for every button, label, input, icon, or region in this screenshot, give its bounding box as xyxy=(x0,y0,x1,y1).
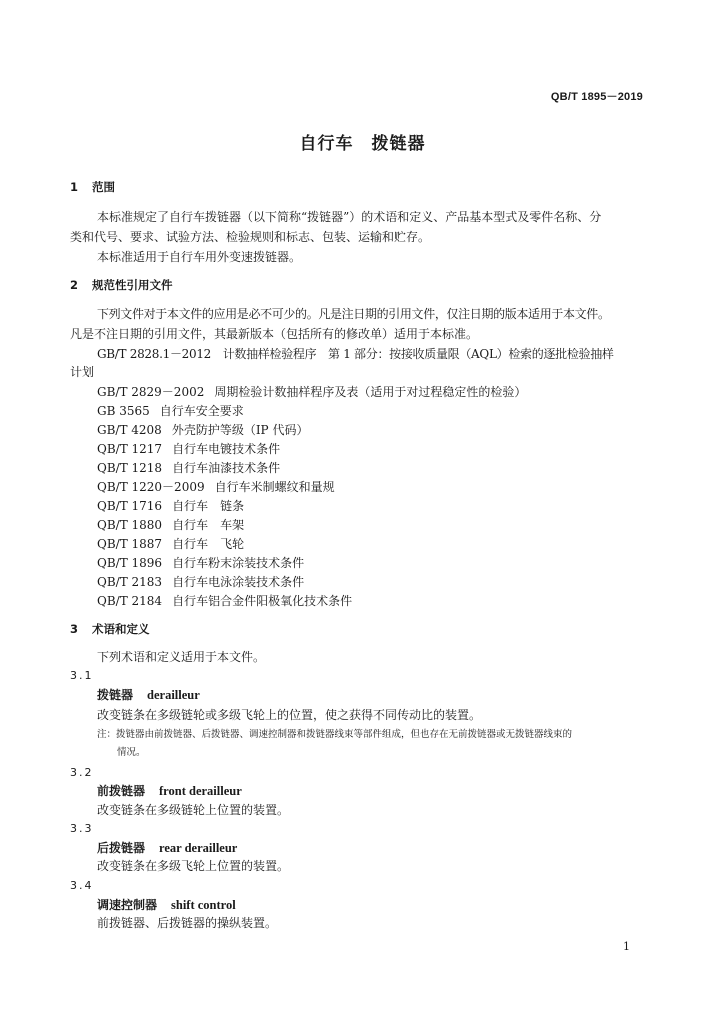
reference-title: 自行车安全要求 xyxy=(159,404,244,418)
reference-item: GB/T 2828.1－2012 计数抽样检验程序 第 1 部分：按接收质量限（AQL）检索的逐批检验抽样 xyxy=(97,347,614,361)
term-definition: 前拨链器、后拨链器的操纵装置。 xyxy=(97,916,278,930)
term-name-zh: 前拨链器 xyxy=(97,784,146,798)
term-number: 3.2 xyxy=(70,766,94,779)
document-title: 自行车 拨链器 xyxy=(299,134,426,154)
term-definition: 改变链条在多级链轮或多级飞轮上的位置，使之获得不同传动比的装置。 xyxy=(97,708,482,722)
standard-code: QB/T 1895－2019 xyxy=(550,91,643,103)
section-3-intro: 下列术语和定义适用于本文件。 xyxy=(97,650,266,664)
reference-title: 自行车 车架 xyxy=(172,518,245,532)
term-name-zh: 调速控制器 xyxy=(97,898,158,912)
section-title: 规范性引用文件 xyxy=(92,278,173,292)
reference-item xyxy=(97,421,308,439)
term-name xyxy=(97,896,236,914)
section-2-intro-line: 凡是不注日期的引用文件，其最新版本（包括所有的修改单）适用于本标准。 xyxy=(70,327,479,341)
term-definition: 改变链条在多级飞轮上位置的装置。 xyxy=(97,859,290,873)
reference-title: 自行车 链条 xyxy=(172,499,245,513)
reference-code: QB/T 2184 xyxy=(97,594,163,608)
reference-title: 周期检验计数抽样程序及表（适用于对过程稳定性的检验） xyxy=(214,385,527,399)
term-number: 3.1 xyxy=(70,669,94,682)
reference-item xyxy=(97,516,244,534)
reference-item xyxy=(97,402,244,420)
reference-code: QB/T 1218 xyxy=(97,461,163,475)
reference-title: 外壳防护等级（IP 代码） xyxy=(171,423,309,437)
term-definition: 改变链条在多级链轮上位置的装置。 xyxy=(97,803,290,817)
reference-code: GB 3565 xyxy=(97,404,150,418)
term-name-en: shift control xyxy=(171,898,236,912)
term-name-en: derailleur xyxy=(147,688,200,702)
reference-code: QB/T 1887 xyxy=(97,537,163,551)
term-name-en: front derailleur xyxy=(159,784,242,798)
reference-code: QB/T 1880 xyxy=(97,518,163,532)
section-3-heading xyxy=(70,620,150,638)
section-title: 术语和定义 xyxy=(92,622,150,636)
reference-item xyxy=(97,383,526,401)
reference-code: GB/T 2829－2002 xyxy=(97,385,205,399)
reference-item xyxy=(97,592,352,610)
term-number: 3.3 xyxy=(70,822,94,835)
term-note-line: 注：拨链器由前拨链器、后拨链器、调速控制器和拨链器线束等部件组成，但也存在无前拨链器或无拨链器线束的 xyxy=(97,729,573,740)
reference-title: 自行车油漆技术条件 xyxy=(172,461,281,475)
section-title: 范围 xyxy=(92,180,115,194)
reference-title: 自行车米制螺纹和量规 xyxy=(214,480,335,494)
reference-item xyxy=(97,459,280,477)
term-note-line: 情况。 xyxy=(117,747,146,758)
term-name xyxy=(97,686,200,704)
section-number: 1 xyxy=(70,180,79,194)
term-name-en: rear derailleur xyxy=(159,841,238,855)
reference-item xyxy=(97,554,304,572)
section-1-paragraph-line: 类和代号、要求、试验方法、检验规则和标志、包装、运输和贮存。 xyxy=(70,230,431,244)
reference-item xyxy=(97,440,280,458)
section-number: 3 xyxy=(70,622,79,636)
reference-title: 自行车粉末涂装技术条件 xyxy=(172,556,305,570)
reference-item xyxy=(97,478,335,496)
reference-title: 自行车电泳涂装技术条件 xyxy=(172,575,305,589)
section-1-paragraph-line: 本标准规定了自行车拨链器（以下简称“拨链器”）的术语和定义、产品基本型式及零件名称、分 xyxy=(97,210,602,224)
term-name-zh: 后拨链器 xyxy=(97,841,146,855)
term-name xyxy=(97,782,242,800)
reference-item xyxy=(97,535,244,553)
reference-code: QB/T 2183 xyxy=(97,575,163,589)
reference-code: QB/T 1220－2009 xyxy=(97,480,205,494)
reference-code: QB/T 1896 xyxy=(97,556,163,570)
reference-code: GB/T 4208 xyxy=(97,423,162,437)
reference-title: 自行车 飞轮 xyxy=(172,537,245,551)
term-name-zh: 拨链器 xyxy=(97,688,134,702)
reference-code: QB/T 1217 xyxy=(97,442,163,456)
reference-item xyxy=(97,573,304,591)
section-1-heading xyxy=(70,178,115,196)
section-number: 2 xyxy=(70,278,79,292)
term-name xyxy=(97,839,237,857)
reference-item xyxy=(97,497,244,515)
section-2-heading xyxy=(70,276,173,294)
reference-title: 自行车铝合金件阳极氧化技术条件 xyxy=(172,594,353,608)
reference-title: 自行车电镀技术条件 xyxy=(172,442,281,456)
section-2-intro-line: 下列文件对于本文件的应用是必不可少的。凡是注日期的引用文件，仅注日期的版本适用于本文件。 xyxy=(97,307,610,321)
section-1-paragraph: 本标准适用于自行车用外变速拨链器。 xyxy=(97,250,302,264)
reference-item-continuation: 计划 xyxy=(70,365,95,379)
page-number: 1 xyxy=(623,940,630,953)
reference-code: QB/T 1716 xyxy=(97,499,163,513)
term-number: 3.4 xyxy=(70,879,94,892)
